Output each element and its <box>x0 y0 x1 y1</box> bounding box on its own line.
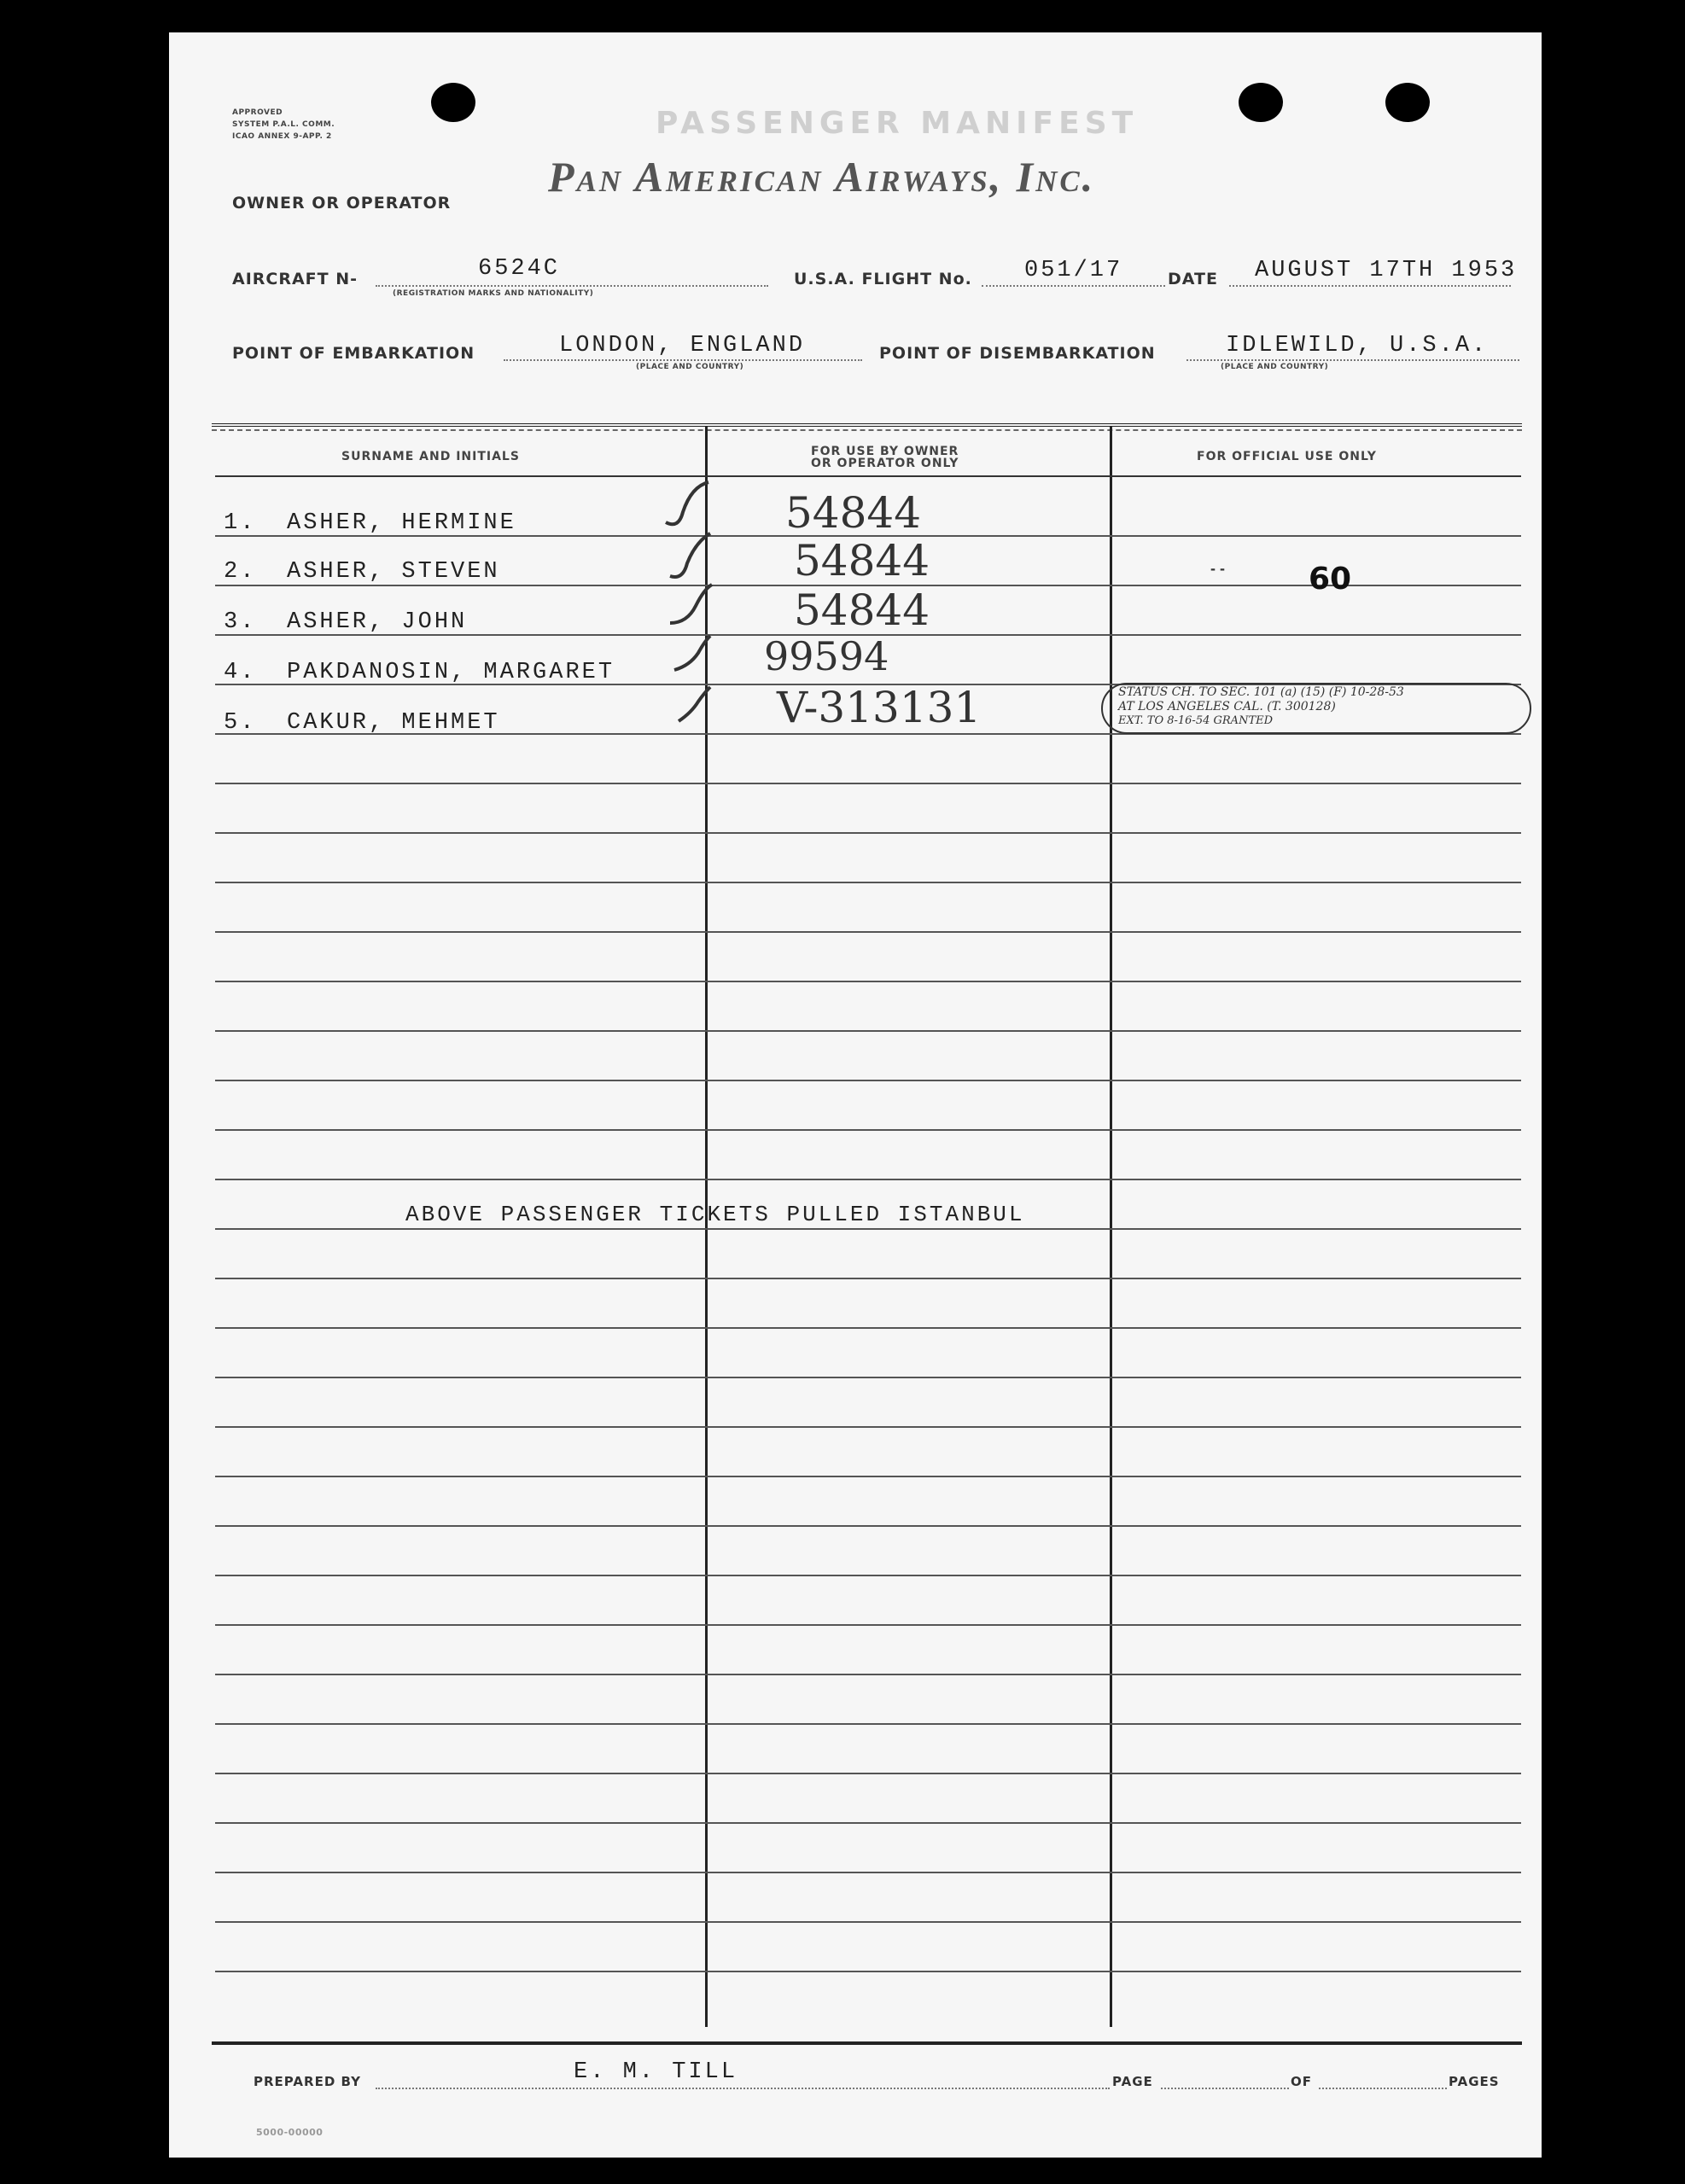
table-rule <box>215 1921 1521 1923</box>
official-note-line-3: EXT. TO 8-16-54 GRANTED <box>1118 714 1274 727</box>
header-code-1: APPROVED <box>232 108 283 117</box>
owner-code: 54844 <box>785 488 922 538</box>
owner-code: 54844 <box>794 536 930 585</box>
table-rule <box>215 1822 1521 1824</box>
punch-hole-right-1 <box>1239 83 1283 122</box>
official-number: 60 <box>1309 562 1352 597</box>
punch-hole-right-2 <box>1385 83 1430 122</box>
embarkation-value: LONDON, ENGLAND <box>559 333 806 358</box>
official-note-line-1: STATUS CH. TO SEC. 101 (a) (15) (F) 10-28-53 <box>1118 685 1404 699</box>
flight-label: U.S.A. FLIGHT No. <box>794 270 972 288</box>
table-rule <box>215 1426 1521 1428</box>
passenger-name: PAKDANOSIN, MARGARET <box>287 660 615 685</box>
passenger-name: CAKUR, MEHMET <box>287 710 500 736</box>
table-rule <box>215 931 1521 933</box>
passenger-name: ASHER, HERMINE <box>287 510 516 536</box>
table-rule <box>215 1723 1521 1725</box>
aircraft-label: AIRCRAFT N- <box>232 270 359 288</box>
official-note-line-2: AT LOS ANGELES CAL. (T. 300128) <box>1118 700 1336 713</box>
owner-code: 54844 <box>794 585 930 635</box>
prepared-label: PREPARED BY <box>254 2074 361 2089</box>
header-owner-2: OR OPERATOR ONLY <box>811 457 959 470</box>
table-rule <box>215 1080 1521 1081</box>
form-title: PASSENGER MANIFEST <box>656 106 1139 141</box>
table-rule <box>215 783 1521 784</box>
owner-label: OWNER OR OPERATOR <box>232 194 452 213</box>
row-number: 4. <box>224 660 257 685</box>
pages-label: PAGES <box>1449 2074 1500 2089</box>
passenger-name: ASHER, STEVEN <box>287 559 500 585</box>
table-rule <box>215 1872 1521 1873</box>
form-code: 5000-00000 <box>256 2127 324 2138</box>
table-rule <box>215 475 1521 477</box>
aircraft-value: 6524C <box>478 256 561 282</box>
company-name: Pan American Airways, Inc. <box>548 153 1096 201</box>
date-label: DATE <box>1168 270 1218 288</box>
embarkation-label: POINT OF EMBARKATION <box>232 344 475 363</box>
table-rule <box>215 882 1521 883</box>
header-owner-1: FOR USE BY OWNER <box>811 445 959 458</box>
embarkation-caption: (PLACE AND COUNTRY) <box>636 363 744 371</box>
remark-text: ABOVE PASSENGER TICKETS PULLED ISTANBUL <box>405 1202 1025 1227</box>
table-rule <box>215 1327 1521 1329</box>
owner-code: V-313131 <box>777 683 982 732</box>
disembarkation-caption: (PLACE AND COUNTRY) <box>1221 363 1329 371</box>
table-rule <box>215 1179 1521 1180</box>
row-number: 1. <box>224 510 257 536</box>
table-rule <box>215 981 1521 982</box>
header-code-3: ICAO ANNEX 9-APP. 2 <box>232 132 332 141</box>
flight-value: 051/17 <box>1024 258 1123 283</box>
table-rule <box>215 1030 1521 1032</box>
header-surname: SURNAME AND INITIALS <box>341 450 520 463</box>
header-official: FOR OFFICIAL USE ONLY <box>1197 450 1377 463</box>
disembarkation-value: IDLEWILD, U.S.A. <box>1226 333 1489 358</box>
page-label: PAGE <box>1112 2074 1153 2089</box>
registration-caption: (REGISTRATION MARKS AND NATIONALITY) <box>393 289 594 298</box>
table-rule <box>215 1525 1521 1527</box>
disembarkation-label: POINT OF DISEMBARKATION <box>879 344 1156 363</box>
table-rule <box>215 1624 1521 1626</box>
table-rule <box>215 1575 1521 1576</box>
table-top-rule <box>212 423 1522 427</box>
row-number: 2. <box>224 559 257 585</box>
owner-code: 99594 <box>764 633 889 679</box>
passenger-name: ASHER, JOHN <box>287 609 468 635</box>
prepared-value: E. M. TILL <box>574 2059 738 2085</box>
table-rule <box>215 1971 1521 1972</box>
of-label: OF <box>1291 2074 1312 2089</box>
date-value: AUGUST 17TH 1953 <box>1255 258 1518 283</box>
table-rule <box>215 1129 1521 1131</box>
table-rule <box>215 1377 1521 1378</box>
table-rule <box>215 832 1521 834</box>
check-marks <box>657 469 743 725</box>
footer-rule <box>212 2041 1522 2045</box>
row-number: 3. <box>224 609 257 635</box>
table-rule <box>215 1476 1521 1477</box>
row-number: 5. <box>224 710 257 736</box>
punch-hole-left <box>431 83 475 122</box>
table-rule <box>215 1228 1521 1230</box>
column-divider-2 <box>1110 427 1112 2027</box>
table-rule <box>215 1773 1521 1774</box>
header-code-2: SYSTEM P.A.L. COMM. <box>232 120 335 129</box>
table-rule <box>215 1674 1521 1675</box>
table-rule <box>215 1278 1521 1279</box>
